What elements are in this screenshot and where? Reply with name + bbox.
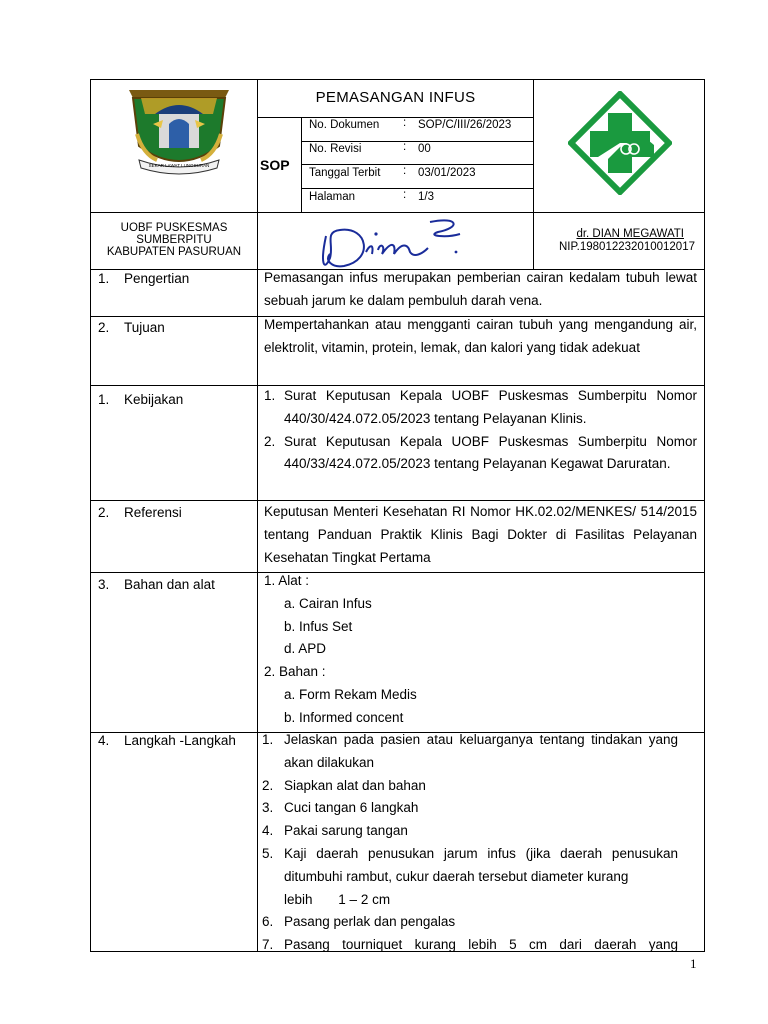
document-title: PEMASANGAN INFUS [315,89,476,106]
puskesmas-logo [568,91,672,195]
list-number: 4. [262,823,274,839]
section-number: 1. [98,392,110,407]
tujuan-text: Mempertahankan atau mengganti cairan tubuh yang mengandung air, elektrolit, vitamin, protein, lemak, dan kalori yang tidak adekuat [264,317,697,355]
list-number: 7. [262,937,274,953]
bahan-alat-list [264,570,697,730]
list-item: b. Informed concent [284,709,404,725]
list-item [262,797,678,820]
section-number: 2. [98,505,110,520]
referensi-text: Keputusan Menteri Kesehatan RI Nomor HK.02.02/MENKES/ 514/2015 tentang Panduan Praktik Klinis Bagi Dokter di Fasilitas Pelayanan Kesehatan Tingkat Pertama [264,504,697,565]
section-number: 2. [98,320,110,335]
revision-sep: : [403,141,407,153]
section-label: Tujuan [124,320,165,335]
list-item [262,843,678,889]
doc-number-sep: : [403,117,407,129]
list-item-text: Jelaskan pada pasien atau keluarganya tentang tindakan yang akan dilakukan [284,732,678,770]
column-divider [257,79,258,952]
pengertian-text: Pemasangan infus merupakan pemberian cairan kedalam tubuh lewat sebuah jarum ke dalam pembuluh darah vena. [264,270,697,308]
table-border-left [90,79,91,952]
section-label: Kebijakan [124,392,184,407]
list-item [262,820,678,843]
list-item: a. Cairan Infus [284,595,372,611]
bahan-title: 2. Bahan : [264,664,326,680]
issue-date-sep: : [403,165,407,177]
list-number: 1. [264,388,276,403]
section-number: 4. [98,733,110,748]
section-number: 1. [98,271,110,286]
org-line: UOBF PUSKESMAS [120,222,228,234]
section-label: Pengertian [124,271,190,286]
section-label: Referensi [124,505,182,520]
logo-left-motto: SEKAR LAWAT LUNGSURAN [148,163,210,168]
list-item [264,431,697,477]
rule [301,188,534,189]
page-value: 1/3 [418,191,434,203]
list-item [262,775,678,798]
list-item-continuation [262,889,678,912]
alat-title: 1. Alat : [264,573,310,588]
table-border-top [90,79,705,80]
list-item-text: lebih [284,891,313,907]
org-line: KABUPATEN PASURUAN [106,246,242,258]
list-number: 2. [264,433,276,449]
list-number: 3. [262,800,274,816]
rule [301,141,534,142]
doc-number-value: SOP/C/III/26/2023 [418,119,512,131]
signature [310,214,480,270]
organization-name [91,222,257,258]
page-label: Halaman [309,191,356,203]
list-item: a. Form Rekam Medis [284,686,417,702]
list-item [262,911,678,934]
rule [301,164,534,165]
issue-date-value: 03/01/2023 [418,167,476,179]
page-sep: : [403,189,407,201]
list-item [262,729,678,775]
revision-label: No. Revisi [309,143,362,155]
list-item-text: Kaji daerah penusukan jarum infus (jika daerah penusukan ditumbuhi rambut, cukur daerah tersebut diameter kurang [284,845,678,884]
sop-label: SOP [260,157,290,173]
list-item [262,934,678,957]
revision-value: 00 [418,143,431,155]
page-number: 1 [690,956,697,971]
list-item-text: 1 – 2 cm [338,891,391,907]
list-number: 5. [262,845,274,861]
list-number: 1. [262,732,274,747]
signer-name: dr. DIAN MEGAWATI [576,228,684,240]
list-item-text: Pasang perlak dan pengalas [284,914,456,930]
issue-date-label: Tanggal Terbit [309,167,381,179]
section-label: Langkah -Langkah [124,733,236,748]
logo-left-text: KABUPATEN PASURUAN [142,86,216,92]
list-item: d. APD [284,641,327,657]
list-item-text: Pasang tourniquet kurang lebih 5 cm dari daerah yang [284,937,678,953]
list-item [264,385,697,431]
section-label: Bahan dan alat [124,577,215,592]
signer-nip: NIP.198012232010012017 [558,241,695,253]
list-item-text: Cuci tangan 6 langkah [284,800,419,816]
list-number: 6. [262,914,274,930]
list-item-text: Surat Keputusan Kepala UOBF Puskesmas Sumberpitu Nomor 440/30/424.072.05/2023 tentang Pelayanan Klinis. [284,388,697,426]
section-number: 3. [98,577,110,592]
list-item-text: Siapkan alat dan bahan [284,777,426,793]
list-item: b. Infus Set [284,618,353,634]
rule [90,212,705,213]
org-line: SUMBERPITU [136,234,212,246]
list-item-text: Surat Keputusan Kepala UOBF Puskesmas Sumberpitu Nomor 440/33/424.072.05/2023 tentang Pelayanan Kegawat Daruratan. [284,433,697,472]
langkah-list [262,729,678,957]
rule [257,117,534,118]
table-border-right [704,79,705,952]
list-item-text: Pakai sarung tangan [284,823,408,839]
list-number: 2. [262,777,274,793]
kebijakan-list [264,385,697,476]
doc-number-label: No. Dokumen [309,119,380,131]
